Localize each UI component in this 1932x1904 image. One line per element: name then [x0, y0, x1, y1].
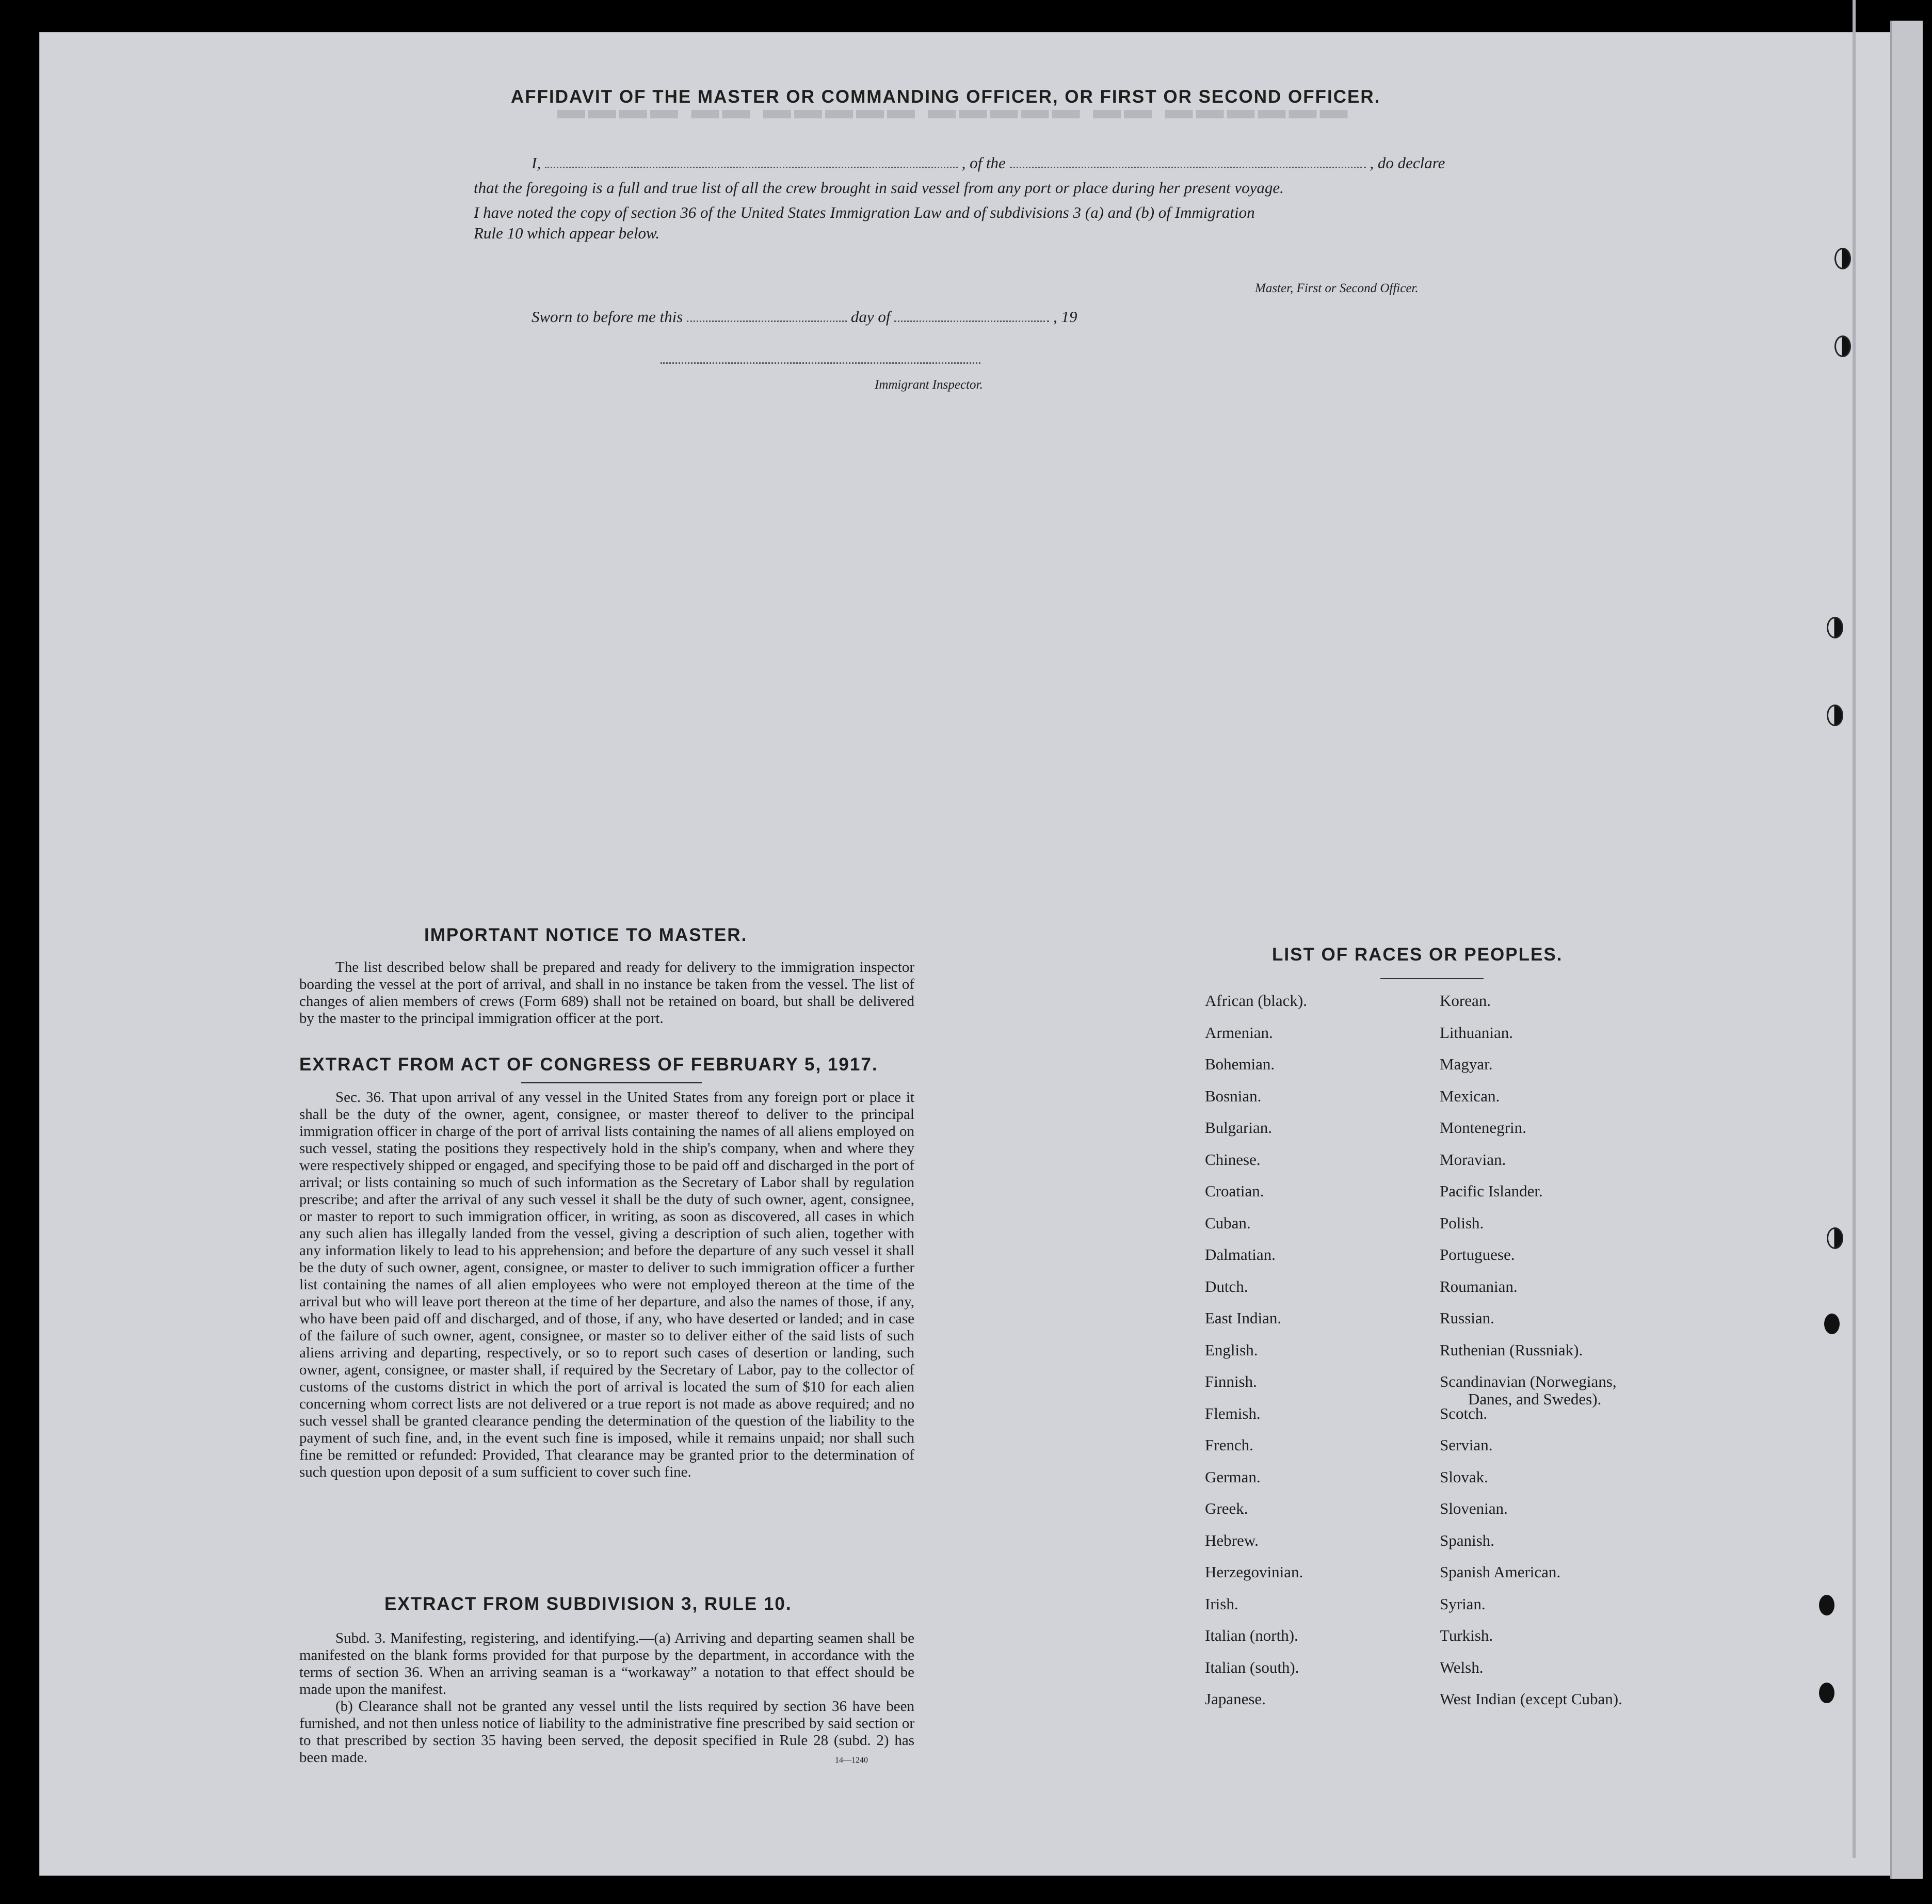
race-item: Herzegovinian.	[1205, 1563, 1303, 1581]
race-item: Korean.	[1440, 991, 1491, 1010]
vessel-field[interactable]	[1010, 162, 1366, 168]
notice-title: IMPORTANT NOTICE TO MASTER.	[424, 925, 748, 945]
race-item: Slovak.	[1440, 1467, 1488, 1486]
day-of-label: day of	[850, 308, 891, 326]
master-signature-label: Master, First or Second Officer.	[1255, 281, 1419, 295]
affidavit-line-2: that the foregoing is a full and true list of all the crew brought in said vessel from any port or place during her present voyage.	[474, 179, 1284, 197]
sworn-label: Sworn to before me this	[532, 308, 683, 326]
race-item: Danes, and Swedes).	[1468, 1390, 1602, 1408]
race-item: Dutch.	[1205, 1277, 1248, 1295]
race-item: Flemish.	[1205, 1404, 1261, 1422]
affidavit-line-1	[532, 154, 1445, 172]
race-item: Spanish.	[1440, 1531, 1494, 1549]
binder-hole	[1827, 617, 1843, 638]
binder-hole	[1819, 1595, 1834, 1615]
race-item: Magyar.	[1440, 1055, 1493, 1073]
race-item: Finnish.	[1205, 1372, 1257, 1390]
bleed-through-text: ▬▬▬▬ ▬▬ ▬▬▬▬▬ ▬▬▬▬▬ ▬▬ ▬▬▬▬▬▬	[557, 104, 1351, 135]
binder-hole	[1827, 1227, 1843, 1249]
race-item: Ruthenian (Russniak).	[1440, 1340, 1583, 1359]
race-item: Greek.	[1205, 1499, 1248, 1517]
race-item: Hebrew.	[1205, 1531, 1259, 1549]
race-item: Lithuanian.	[1440, 1023, 1514, 1042]
race-item: Italian (north).	[1205, 1626, 1298, 1644]
race-item: Bohemian.	[1205, 1055, 1275, 1073]
act-title: EXTRACT FROM ACT OF CONGRESS OF FEBRUARY 5, 1917.	[299, 1054, 878, 1075]
race-item: East Indian.	[1205, 1309, 1282, 1327]
race-item: Roumanian.	[1440, 1277, 1518, 1295]
race-item: Portuguese.	[1440, 1245, 1515, 1263]
race-item: Slovenian.	[1440, 1499, 1508, 1517]
binder-hole	[1824, 1314, 1840, 1334]
races-title: LIST OF RACES OR PEOPLES.	[1272, 945, 1563, 965]
race-item: Armenian.	[1205, 1023, 1273, 1042]
rule-body	[299, 1630, 914, 1766]
affidavit-of-the: , of the	[961, 154, 1006, 172]
race-item: Polish.	[1440, 1213, 1484, 1232]
affidavit-line-4: Rule 10 which appear below.	[474, 224, 660, 242]
act-title-rule	[521, 1082, 702, 1083]
rule-text-a: Subd. 3. Manifesting, registering, and identifying.—(a) Arriving and departing seamen shall be manifested on the blank forms provided for that purpose by the department, in accordance with the terms of section 36. When an arriving seaman is a “workaway” a notation to that effect should be made upon the manifest.	[299, 1630, 914, 1698]
race-item: Servian.	[1440, 1436, 1493, 1454]
race-item: Bulgarian.	[1205, 1118, 1272, 1137]
race-item: German.	[1205, 1467, 1261, 1486]
race-item: Spanish American.	[1440, 1563, 1561, 1581]
race-item: Pacific Islander.	[1440, 1182, 1543, 1200]
binder-hole	[1834, 248, 1851, 269]
race-item: Turkish.	[1440, 1626, 1493, 1644]
race-item: West Indian (except Cuban).	[1440, 1690, 1622, 1708]
race-item: French.	[1205, 1436, 1253, 1454]
races-title-rule	[1380, 978, 1484, 979]
race-item: Scandinavian (Norwegians,	[1440, 1372, 1617, 1390]
binder-hole	[1834, 335, 1851, 357]
race-item: Cuban.	[1205, 1213, 1251, 1232]
notice-text: The list described below shall be prepared and ready for delivery to the immigration inspector boarding the vessel at the port of arrival, and shall in no instance be taken from the vessel. The list of changes of alien members of crews (Form 689) shall not be retained on board, but shall be delivered by the master to the principal immigration officer at the port.	[299, 959, 914, 1027]
page-edge-line	[1853, 0, 1856, 1858]
affidavit-do-declare: , do declare	[1370, 154, 1445, 172]
race-item: Scotch.	[1440, 1404, 1488, 1422]
affidavit-line-3: I have noted the copy of section 36 of the United States Immigration Law and of subdivisions 3 (a) and (b) of Immigration	[474, 203, 1255, 221]
rule-text-b: (b) Clearance shall not be granted any vessel until the lists required by section 36 have been furnished, and not then unless notice of liability to the administrative fine prescribed by said section or to that prescribed by section 35 having been served, the deposit specified in Rule 28 (subd. 2) has been made.	[299, 1698, 914, 1766]
binder-hole	[1819, 1683, 1834, 1703]
race-item: African (black).	[1205, 991, 1307, 1010]
rule-title: EXTRACT FROM SUBDIVISION 3, RULE 10.	[384, 1594, 792, 1614]
inspector-label: Immigrant Inspector.	[875, 378, 983, 392]
race-item: Japanese.	[1205, 1690, 1266, 1708]
race-item: Dalmatian.	[1205, 1245, 1276, 1263]
race-item: Welsh.	[1440, 1658, 1484, 1676]
race-item: Irish.	[1205, 1594, 1238, 1613]
affidavit-i: I,	[532, 154, 541, 172]
act-body	[299, 1089, 914, 1481]
race-item: Russian.	[1440, 1309, 1494, 1327]
race-item: Syrian.	[1440, 1594, 1486, 1613]
notice-body	[299, 959, 914, 1027]
name-field[interactable]	[545, 162, 958, 168]
race-item: Moravian.	[1440, 1150, 1506, 1169]
sworn-day-field[interactable]	[687, 315, 847, 322]
act-text: Sec. 36. That upon arrival of any vessel in the United States from any foreign port or place it shall be the duty of the owner, agent, consignee, or master thereof to deliver to the principal immigration officer in charge of the port of arrival lists containing the names of all aliens employed on such vessel, stating the positions they respectively hold in the ship's company, when and where they were respectively shipped or engaged, and specifying those to be paid off and discharged in the port of arrival; or lists containing so much of such information as the Secretary of Labor shall by regulation prescribe; and after the arrival of any such vessel it shall be the duty of such owner, agent, consignee, or master to report to such immigration officer, in writing, as soon as discovered, all cases in which any such alien has illegally landed from the vessel, giving a description of such alien, together with any information likely to lead to his apprehension; and before the departure of any such vessel it shall be the duty of such owner, agent, consignee, or master to deliver to such immigration officer a further list containing the names of all alien employees who were not employed thereon at the time of the arrival but who will leave port thereon at the time of her departure, and also the names of those, if any, who have been paid off and discharged, and of those, if any, who have deserted or landed; and in case of the failure of such owner, agent, consignee, or master so to deliver either of the said lists of such aliens arriving and departing, respectively, or so to report such cases of desertion or landing, such owner, agent, consignee, or master shall, if required by the Secretary of Labor, pay to the collector of customs of the customs district in which the port of arrival is located the sum of $10 for each alien concerning whom correct lists are not delivered or a true report is not made as above required; and no such vessel shall be granted clearance pending the determination of the question of the liability to the payment of such fine, and, in the event such fine is imposed, while it remains unpaid; nor shall such fine be remitted or refunded: Provided, That clearance may be granted prior to the determination of such question upon deposit of a sum sufficient to cover such fine.	[299, 1089, 914, 1480]
inspector-signature-field[interactable]	[661, 357, 980, 364]
race-item: Croatian.	[1205, 1182, 1264, 1200]
race-item: Italian (south).	[1205, 1658, 1299, 1676]
race-item: Montenegrin.	[1440, 1118, 1526, 1137]
race-item: Bosnian.	[1205, 1086, 1262, 1105]
binder-hole	[1827, 705, 1843, 726]
race-item: English.	[1205, 1340, 1258, 1359]
affidavit-title: AFFIDAVIT OF THE MASTER OR COMMANDING OFFICER, OR FIRST OR SECOND OFFICER.	[511, 87, 1381, 107]
form-number: 14—1240	[835, 1756, 868, 1765]
race-item: Chinese.	[1205, 1150, 1261, 1169]
race-item: Mexican.	[1440, 1086, 1500, 1105]
year-label: , 19	[1053, 308, 1077, 326]
sworn-line	[532, 308, 1077, 326]
page-edge-strip	[1890, 21, 1923, 1879]
sworn-month-field[interactable]	[894, 315, 1049, 322]
